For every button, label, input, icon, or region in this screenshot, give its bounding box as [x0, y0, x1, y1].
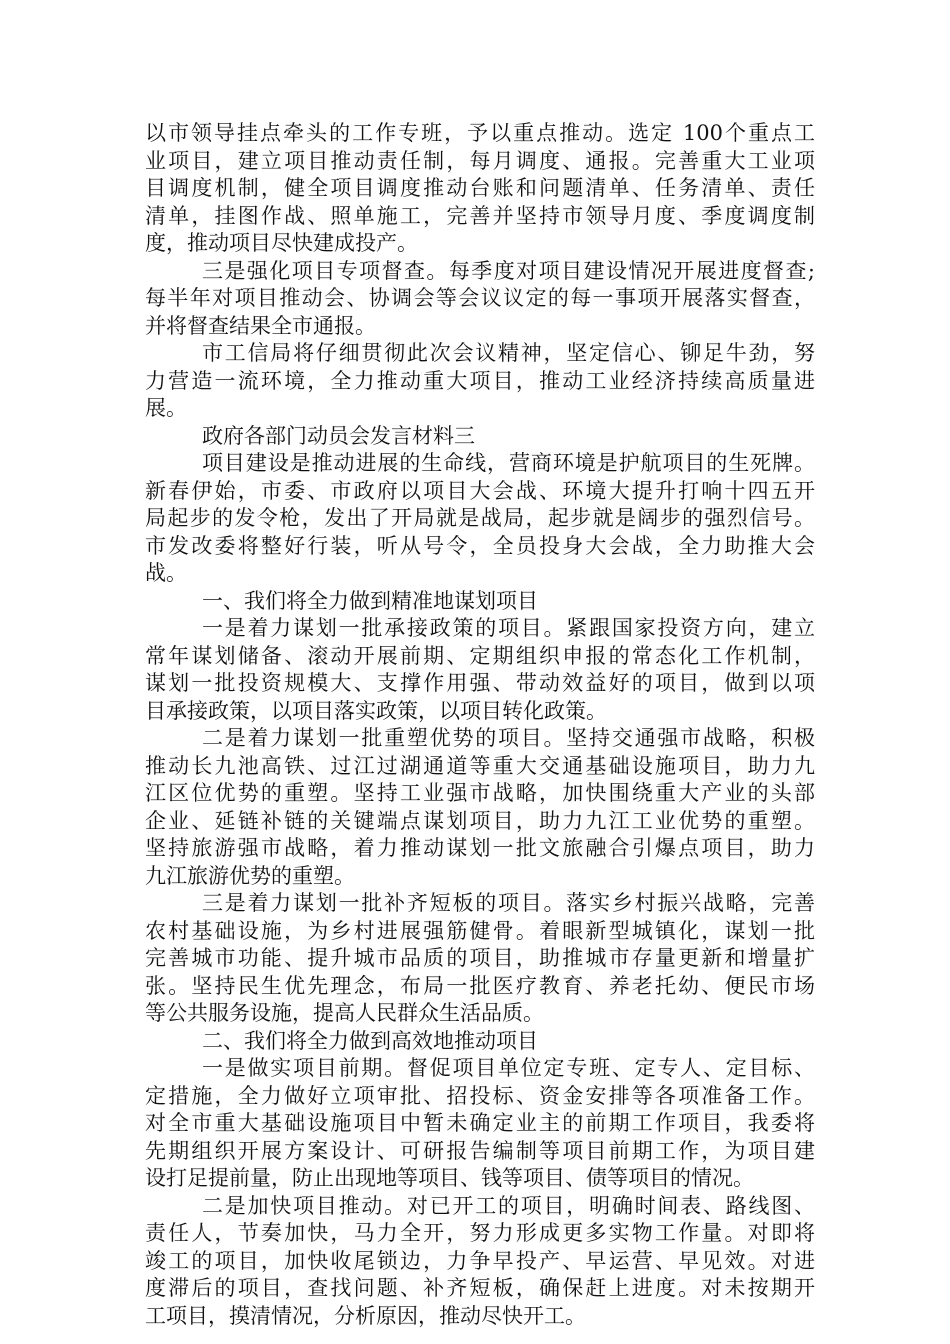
text-line: 一是做实项目前期。督促项目单位定专班、定专人、定目标、: [202, 1056, 815, 1080]
text-line: 新春伊始，市委、市政府以项目大会战、环境大提升打响十四五开: [145, 478, 815, 503]
text-line: 政府各部门动员会发言材料三: [202, 423, 475, 448]
text-line: 力营造一流环境，全力推动重大项目，推动工业经济持续高质量进: [145, 368, 815, 393]
text-line: 先期组织开展方案设计、可研报告编制等项目前期工作，为项目建: [145, 1138, 815, 1163]
text-line: 以市领导挂点牵头的工作专班，予以重点推动。选定 100个重点工: [145, 121, 815, 145]
text-line: 战。: [145, 561, 187, 585]
text-line: 责任人，节奏加快，马力全开，努力形成更多实物工作量。对即将: [145, 1221, 815, 1245]
text-line: 三是强化项目专项督查。每季度对项目建设情况开展进度督查;: [202, 258, 815, 283]
text-line: 目调度机制，健全项目调度推动台账和问题清单、任务清单、责任: [145, 176, 815, 200]
text-line: 竣工的项目，加快收尾锁边，力争早投产、早运营、早见效。对进: [145, 1248, 815, 1273]
text-line: 江区位优势的重塑。坚持工业强市战略，加快围绕重大产业的头部: [145, 781, 815, 805]
text-line: 一是着力谋划一批承接政策的项目。紧跟国家投资方向，建立: [202, 616, 815, 640]
text-line: 二是着力谋划一批重塑优势的项目。坚持交通强市战略，积极: [202, 726, 815, 750]
text-line: 度，推动项目尽快建成投产。: [145, 231, 418, 255]
text-line: 局起步的发令枪，发出了开局就是战局，起步就是阔步的强烈信号。: [145, 506, 815, 530]
text-line: 一、我们将全力做到精准地谋划项目: [202, 588, 538, 613]
text-line: 企业、延链补链的关键端点谋划项目，助力九江工业优势的重塑。: [145, 808, 815, 833]
text-line: 坚持旅游强市战略，着力推动谋划一批文旅融合引爆点项目，助力: [145, 836, 815, 860]
text-line: 完善城市功能、提升城市品质的项目，助推城市存量更新和增量扩: [145, 946, 815, 970]
text-line: 市发改委将整好行装，听从号令，全员投身大会战，全力助推大会: [145, 533, 815, 558]
text-line: 定措施，全力做好立项审批、招投标、资金安排等各项准备工作。: [145, 1083, 815, 1108]
text-line: 清单，挂图作战、照单施工，完善并坚持市领导月度、季度调度制: [145, 203, 815, 228]
text-line: 目承接政策，以项目落实政策，以项目转化政策。: [145, 698, 607, 723]
text-line: 等公共服务设施，提高人民群众生活品质。: [145, 1001, 544, 1025]
text-line: 市工信局将仔细贯彻此次会议精神，坚定信心、铆足牛劲，努: [202, 341, 815, 365]
text-line: 项目建设是推动进展的生命线，营商环境是护航项目的生死牌。: [202, 451, 815, 475]
text-line: 谋划一批投资规模大、支撑作用强、带动效益好的项目，做到以项: [145, 671, 815, 695]
text-line: 九江旅游优势的重塑。: [145, 863, 355, 888]
text-line: 二是加快项目推动。对已开工的项目，明确时间表、路线图、: [202, 1193, 815, 1218]
text-line: 推动长九池高铁、过江过湖通道等重大交通基础设施项目，助力九: [145, 753, 815, 778]
text-line: 设打足提前量，防止出现地等项目、钱等项目、债等项目的情况。: [145, 1166, 754, 1190]
text-line: 二、我们将全力做到高效地推动项目: [202, 1028, 538, 1053]
text-line: 展。: [145, 396, 187, 420]
text-line: 工项目，摸清情况，分析原因，推动尽快开工。: [145, 1303, 586, 1328]
text-line: 每半年对项目推动会、协调会等会议议定的每一事项开展落实督查，: [145, 286, 815, 310]
text-line: 张。坚持民生优先理念，布局一批医疗教育、养老托幼、便民市场: [145, 973, 815, 998]
text-line: 并将督查结果全市通报。: [145, 313, 376, 338]
text-line: 度滞后的项目，查找问题、补齐短板，确保赶上进度。对未按期开: [145, 1276, 815, 1300]
text-line: 常年谋划储备、滚动开展前期、定期组织申报的常态化工作机制，: [145, 643, 815, 668]
document-body: [145, 120, 815, 1330]
text-line: 农村基础设施，为乡村进展强筋健骨。着眼新型城镇化，谋划一批: [145, 918, 815, 943]
text-line: 对全市重大基础设施项目中暂未确定业主的前期工作项目，我委将: [145, 1111, 815, 1135]
text-line: 业项目，建立项目推动责任制，每月调度、通报。完善重大工业项: [145, 148, 815, 173]
text-line: 三是着力谋划一批补齐短板的项目。落实乡村振兴战略，完善: [202, 891, 815, 915]
